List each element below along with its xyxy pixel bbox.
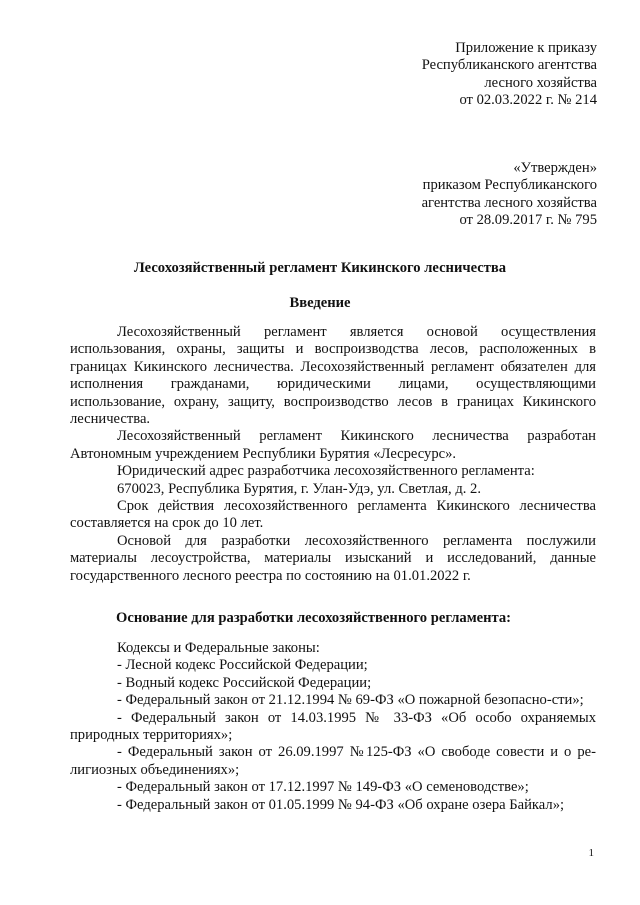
annex-line: Приложение к приказу [455,40,597,56]
intro-paragraph: Срок действия лесохозяйственного регламента Кикинского лесничества составляется на срок до 10 лет. [70,498,596,532]
annex-line: Республиканского агентства [421,57,597,74]
laws-list [70,640,596,814]
intro-heading: Введение [289,295,351,311]
laws-list-item: - Водный кодекс Российской Федерации; [117,674,372,691]
intro-paragraph: Лесохозяйственный регламент Кикинского лесничества разработан Автономным учреждением Республики Бурятия «Лесресурс». [70,428,596,462]
annex-line: от 02.03.2022 г. № 214 [459,92,597,109]
intro-paragraph: Лесохозяйственный регламент является основой осуществления использования, охраны, защиты и воспроизводства лесов, расположенных в границах Кикинского лесничества. Лесохозяйственный регламент обязателен для исполнения гражданами, юридическими лицами, осуществляющими использование, охрану, защиту, воспроизводство лесов в границах Кикинского лесничества. [70,324,596,428]
annex-header [422,40,597,110]
document-title: Лесохозяйственный регламент Кикинского лесничества [133,260,507,276]
laws-list-item: - Федеральный закон от 26.09.1997 №125-ФЗ «О свободе совести и о ре-лигиозных объединениях»; [70,744,596,778]
intro-section [70,324,596,585]
intro-paragraph: Основой для разработки лесохозяйственного регламента послужили материалы лесоустройства, материалы изысканий и исследований, данные государственного лесного реестра по состоянию на 01.01.2022 г. [70,532,596,584]
laws-list-item: - Федеральный закон от 14.03.1995 № 33-ФЗ «Об особо охраняемых природных территориях»; [70,709,596,744]
laws-list-item: - Федеральный закон от 01.05.1999 № 94-ФЗ «Об охране озера Байкал»; [117,796,565,813]
approved-line: приказом Республиканского [422,177,597,194]
laws-list-item: - Федеральный закон от 17.12.1997 № 149-ФЗ «О семеноводстве»; [117,779,529,796]
laws-list-item: - Лесной кодекс Российской Федерации; [117,657,368,674]
page-number: 1 [588,847,594,859]
approved-line: «Утвержден» [513,160,597,176]
laws-list-item: Кодексы и Федеральные законы: [117,640,320,656]
approved-line: агентства лесного хозяйства [421,194,597,211]
approved-header [422,160,597,230]
basis-heading: Основание для разработки лесохозяйственного регламента: [116,610,512,626]
intro-paragraph: 670023, Республика Бурятия, г. Улан-Удэ, ул. Светлая, д. 2. [117,480,481,497]
annex-line: лесного хозяйства [484,74,597,91]
approved-line: от 28.09.2017 г. № 795 [459,212,597,229]
laws-list-item: - Федеральный закон от 21.12.1994 № 69-ФЗ «О пожарной безопасно-сти»; [117,692,584,709]
intro-paragraph: Юридический адрес разработчика лесохозяйственного регламента: [117,463,535,480]
